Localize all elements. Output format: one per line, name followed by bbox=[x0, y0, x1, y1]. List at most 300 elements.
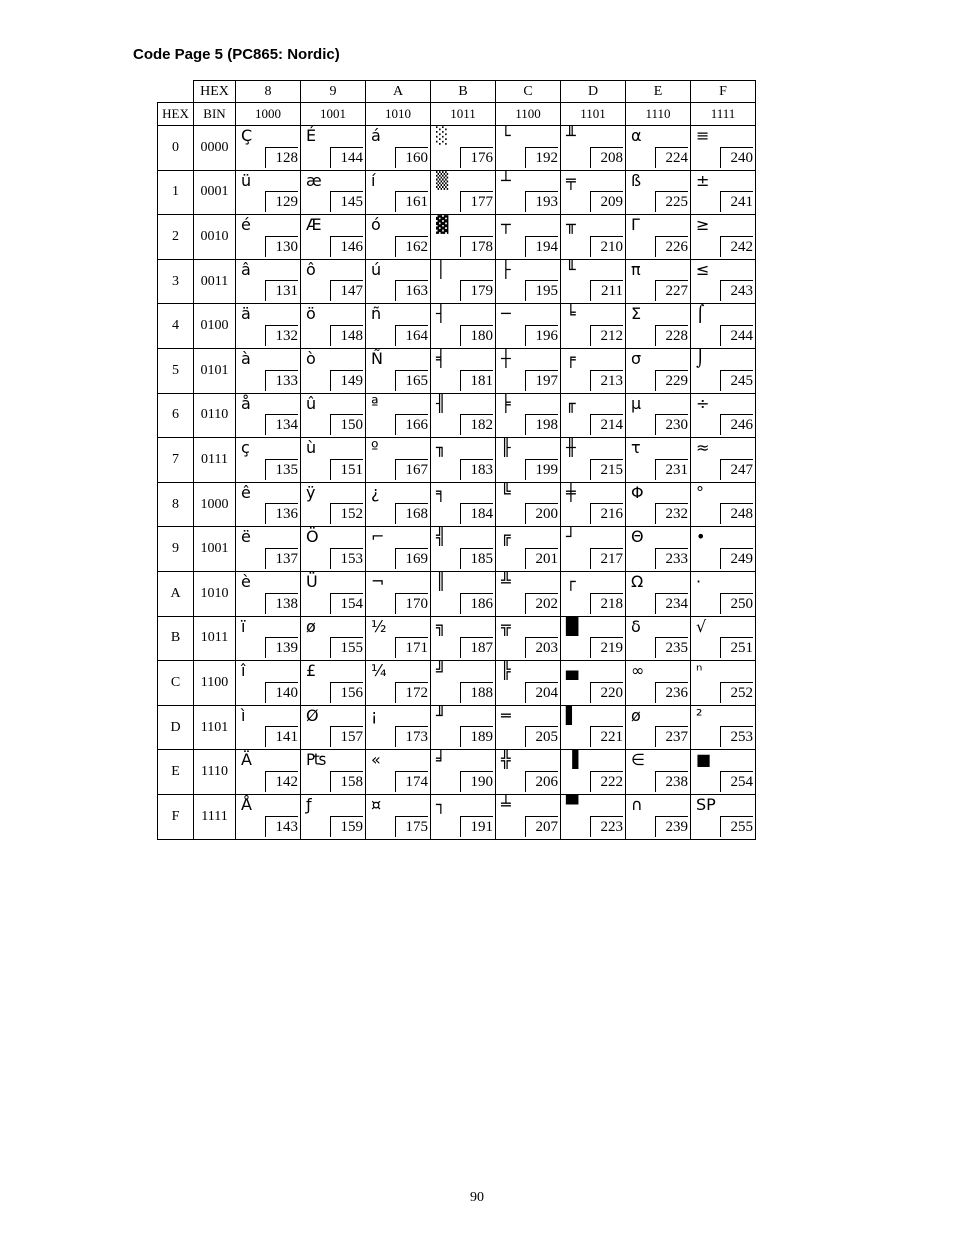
char-glyph: ç bbox=[241, 438, 250, 458]
char-code: 160 bbox=[395, 147, 428, 168]
char-glyph: └ bbox=[501, 126, 511, 145]
column-bin-f: 1111 bbox=[691, 103, 756, 126]
char-glyph: ¡ bbox=[371, 705, 378, 725]
row-bin: 0101 bbox=[194, 348, 236, 393]
char-code: 247 bbox=[720, 459, 753, 480]
table-row bbox=[158, 259, 756, 304]
header-hex-label: HEX bbox=[194, 81, 236, 103]
char-code: 134 bbox=[265, 414, 298, 435]
char-code: 166 bbox=[395, 414, 428, 435]
column-hex-e: E bbox=[626, 81, 691, 103]
char-cell bbox=[431, 126, 496, 171]
char-code: 181 bbox=[460, 370, 493, 391]
char-cell bbox=[626, 705, 691, 750]
char-cell bbox=[236, 215, 301, 260]
char-code: 167 bbox=[395, 459, 428, 480]
row-hex: F bbox=[158, 794, 194, 839]
char-glyph: ╞ bbox=[501, 393, 511, 413]
char-glyph: ⌐ bbox=[371, 527, 385, 547]
char-cell bbox=[366, 527, 431, 572]
char-code: 202 bbox=[525, 593, 558, 614]
char-cell bbox=[366, 126, 431, 171]
char-code: 139 bbox=[265, 637, 298, 658]
char-code: 206 bbox=[525, 771, 558, 792]
char-glyph: Ø bbox=[306, 705, 319, 725]
char-cell bbox=[366, 393, 431, 438]
char-cell bbox=[496, 348, 561, 393]
char-glyph: Æ bbox=[306, 215, 322, 235]
char-cell bbox=[366, 616, 431, 661]
char-glyph: Ö bbox=[306, 527, 319, 547]
char-code: 205 bbox=[525, 726, 558, 747]
char-code: 154 bbox=[330, 593, 363, 614]
char-cell bbox=[561, 571, 626, 616]
char-glyph: ≈ bbox=[696, 438, 710, 458]
char-glyph: ╦ bbox=[501, 616, 511, 636]
char-code: 194 bbox=[525, 236, 558, 257]
char-code: 195 bbox=[525, 280, 558, 301]
char-glyph: æ bbox=[306, 170, 322, 190]
char-glyph: █ bbox=[566, 616, 579, 636]
char-code: 146 bbox=[330, 236, 363, 257]
char-code: 233 bbox=[655, 548, 688, 569]
char-glyph: SP bbox=[696, 794, 716, 814]
char-glyph: Θ bbox=[631, 527, 644, 547]
table-row bbox=[158, 527, 756, 572]
char-glyph: é bbox=[241, 215, 251, 235]
char-cell bbox=[626, 527, 691, 572]
char-code: 158 bbox=[330, 771, 363, 792]
char-cell bbox=[236, 527, 301, 572]
char-cell bbox=[496, 170, 561, 215]
char-cell bbox=[366, 482, 431, 527]
char-cell bbox=[236, 259, 301, 304]
char-glyph: ₧ bbox=[306, 750, 327, 770]
char-cell bbox=[496, 126, 561, 171]
char-code: 152 bbox=[330, 503, 363, 524]
char-cell bbox=[626, 259, 691, 304]
char-code: 230 bbox=[655, 414, 688, 435]
char-glyph: ü bbox=[241, 170, 252, 190]
char-glyph: ò bbox=[306, 348, 316, 368]
char-cell bbox=[626, 348, 691, 393]
char-code: 148 bbox=[330, 325, 363, 346]
char-code: 196 bbox=[525, 325, 558, 346]
char-code: 191 bbox=[460, 816, 493, 837]
char-cell bbox=[626, 393, 691, 438]
char-cell bbox=[626, 482, 691, 527]
char-code: 170 bbox=[395, 593, 428, 614]
char-glyph: ╚ bbox=[501, 482, 511, 502]
char-glyph: ▀ bbox=[566, 794, 579, 814]
char-code: 129 bbox=[265, 191, 298, 212]
char-cell bbox=[431, 438, 496, 483]
char-cell bbox=[691, 527, 756, 572]
char-code: 231 bbox=[655, 459, 688, 480]
char-glyph: ╟ bbox=[501, 438, 511, 458]
char-code: 207 bbox=[525, 816, 558, 837]
table-row bbox=[158, 215, 756, 260]
char-code: 171 bbox=[395, 637, 428, 658]
char-glyph: ╣ bbox=[436, 527, 446, 547]
char-code: 131 bbox=[265, 280, 298, 301]
char-glyph: ╗ bbox=[436, 616, 446, 636]
char-glyph: ñ bbox=[371, 304, 382, 324]
char-code: 153 bbox=[330, 548, 363, 569]
char-cell bbox=[301, 126, 366, 171]
char-glyph: ╘ bbox=[566, 304, 576, 324]
code-page-table bbox=[157, 80, 756, 840]
char-glyph: ¬ bbox=[371, 571, 385, 591]
row-hex-label: HEX bbox=[158, 103, 194, 126]
char-code: 151 bbox=[330, 459, 363, 480]
char-cell bbox=[561, 616, 626, 661]
column-bin-a: 1010 bbox=[366, 103, 431, 126]
column-bin-b: 1011 bbox=[431, 103, 496, 126]
char-glyph: ╢ bbox=[436, 393, 446, 413]
char-code: 225 bbox=[655, 191, 688, 212]
table-row bbox=[158, 750, 756, 795]
column-hex-a: A bbox=[366, 81, 431, 103]
column-hex-f: F bbox=[691, 81, 756, 103]
char-code: 245 bbox=[720, 370, 753, 391]
char-glyph: Ñ bbox=[371, 348, 383, 368]
char-cell bbox=[236, 794, 301, 839]
char-cell bbox=[301, 348, 366, 393]
char-glyph: ∩ bbox=[631, 794, 643, 814]
char-glyph: ╛ bbox=[436, 750, 446, 770]
char-code: 248 bbox=[720, 503, 753, 524]
char-cell bbox=[366, 259, 431, 304]
char-code: 143 bbox=[265, 816, 298, 837]
char-code: 212 bbox=[590, 325, 623, 346]
char-code: 176 bbox=[460, 147, 493, 168]
char-glyph: ó bbox=[371, 215, 381, 235]
char-code: 149 bbox=[330, 370, 363, 391]
char-code: 135 bbox=[265, 459, 298, 480]
char-glyph: ╪ bbox=[566, 482, 576, 502]
char-cell bbox=[236, 304, 301, 349]
char-glyph: ¤ bbox=[371, 794, 382, 814]
char-glyph: í bbox=[371, 170, 376, 190]
char-code: 141 bbox=[265, 726, 298, 747]
char-cell bbox=[496, 571, 561, 616]
char-code: 159 bbox=[330, 816, 363, 837]
row-bin: 0011 bbox=[194, 259, 236, 304]
row-bin: 1110 bbox=[194, 750, 236, 795]
page-number: 90 bbox=[470, 1190, 484, 1205]
column-hex-9: 9 bbox=[301, 81, 366, 103]
char-glyph: ╧ bbox=[501, 794, 511, 814]
char-glyph: Ω bbox=[631, 571, 644, 591]
char-cell bbox=[496, 527, 561, 572]
char-code: 130 bbox=[265, 236, 298, 257]
char-cell bbox=[366, 438, 431, 483]
char-code: 253 bbox=[720, 726, 753, 747]
char-code: 179 bbox=[460, 280, 493, 301]
char-glyph: ½ bbox=[371, 616, 387, 636]
column-bin-c: 1100 bbox=[496, 103, 561, 126]
char-glyph: µ bbox=[631, 393, 642, 413]
char-glyph: ê bbox=[241, 482, 251, 502]
table-row bbox=[158, 438, 756, 483]
char-glyph: ┘ bbox=[566, 527, 576, 547]
table-row bbox=[158, 482, 756, 527]
char-cell bbox=[366, 705, 431, 750]
char-cell bbox=[236, 616, 301, 661]
char-cell bbox=[561, 750, 626, 795]
char-cell bbox=[691, 482, 756, 527]
row-hex: 0 bbox=[158, 126, 194, 171]
column-hex-8: 8 bbox=[236, 81, 301, 103]
char-glyph: σ bbox=[631, 348, 642, 368]
char-glyph: Ä bbox=[241, 750, 252, 770]
char-code: 254 bbox=[720, 771, 753, 792]
char-glyph: ╝ bbox=[436, 661, 446, 681]
char-glyph: ╔ bbox=[501, 527, 511, 547]
table-row bbox=[158, 170, 756, 215]
column-bin-d: 1101 bbox=[561, 103, 626, 126]
char-code: 161 bbox=[395, 191, 428, 212]
char-glyph: Ç bbox=[241, 126, 253, 145]
column-hex-b: B bbox=[431, 81, 496, 103]
char-glyph: · bbox=[696, 571, 702, 591]
char-cell bbox=[691, 348, 756, 393]
char-cell bbox=[236, 661, 301, 706]
char-code: 169 bbox=[395, 548, 428, 569]
char-cell bbox=[561, 527, 626, 572]
row-hex: 3 bbox=[158, 259, 194, 304]
char-code: 198 bbox=[525, 414, 558, 435]
char-cell bbox=[496, 438, 561, 483]
header-corner bbox=[158, 81, 194, 103]
char-code: 133 bbox=[265, 370, 298, 391]
char-cell bbox=[561, 126, 626, 171]
header-bin-label: BIN bbox=[194, 103, 236, 126]
char-code: 255 bbox=[720, 816, 753, 837]
char-cell bbox=[236, 438, 301, 483]
row-bin: 0110 bbox=[194, 393, 236, 438]
char-code: 214 bbox=[590, 414, 623, 435]
char-glyph: ≤ bbox=[696, 259, 710, 279]
row-hex: B bbox=[158, 616, 194, 661]
char-cell bbox=[561, 705, 626, 750]
char-cell bbox=[366, 794, 431, 839]
row-hex: 4 bbox=[158, 304, 194, 349]
char-glyph: ╠ bbox=[501, 661, 511, 681]
char-cell bbox=[626, 750, 691, 795]
char-code: 168 bbox=[395, 503, 428, 524]
char-glyph: Å bbox=[241, 794, 252, 814]
row-bin: 1010 bbox=[194, 571, 236, 616]
row-hex: E bbox=[158, 750, 194, 795]
char-glyph: ╨ bbox=[566, 126, 576, 145]
row-bin: 0001 bbox=[194, 170, 236, 215]
char-glyph: « bbox=[371, 750, 381, 770]
char-glyph: ┌ bbox=[566, 571, 576, 591]
char-glyph: ├ bbox=[501, 259, 511, 279]
char-cell bbox=[626, 616, 691, 661]
char-glyph: ≥ bbox=[696, 215, 710, 235]
char-code: 199 bbox=[525, 459, 558, 480]
char-glyph: ÷ bbox=[696, 393, 710, 413]
row-bin: 0000 bbox=[194, 126, 236, 171]
char-code: 140 bbox=[265, 682, 298, 703]
char-glyph: ∞ bbox=[631, 661, 645, 681]
char-code: 193 bbox=[525, 191, 558, 212]
table-row bbox=[158, 661, 756, 706]
char-code: 219 bbox=[590, 637, 623, 658]
char-cell bbox=[366, 571, 431, 616]
column-bin-8: 1000 bbox=[236, 103, 301, 126]
char-code: 217 bbox=[590, 548, 623, 569]
char-code: 228 bbox=[655, 325, 688, 346]
char-glyph: £ bbox=[306, 661, 317, 681]
char-code: 240 bbox=[720, 147, 753, 168]
char-glyph: ▒ bbox=[436, 170, 449, 190]
char-code: 136 bbox=[265, 503, 298, 524]
char-cell bbox=[301, 438, 366, 483]
char-code: 172 bbox=[395, 682, 428, 703]
char-glyph: ┼ bbox=[501, 348, 511, 368]
char-glyph: ö bbox=[306, 304, 316, 324]
char-glyph: ┬ bbox=[501, 215, 511, 235]
char-code: 209 bbox=[590, 191, 623, 212]
char-code: 132 bbox=[265, 325, 298, 346]
char-code: 211 bbox=[590, 280, 623, 301]
char-cell bbox=[496, 304, 561, 349]
char-glyph: ▓ bbox=[436, 215, 449, 235]
char-cell bbox=[236, 348, 301, 393]
header-row-bin bbox=[158, 103, 756, 126]
char-cell bbox=[431, 482, 496, 527]
char-glyph: ■ bbox=[696, 750, 712, 770]
table-row bbox=[158, 571, 756, 616]
table-row bbox=[158, 794, 756, 839]
char-cell bbox=[561, 393, 626, 438]
char-cell bbox=[496, 750, 561, 795]
char-cell bbox=[496, 215, 561, 260]
char-cell bbox=[626, 661, 691, 706]
char-code: 249 bbox=[720, 548, 753, 569]
char-glyph: ╩ bbox=[501, 571, 511, 591]
char-cell bbox=[626, 438, 691, 483]
page-title: Code Page 5 (PC865: Nordic) bbox=[133, 46, 340, 63]
char-glyph: ╫ bbox=[566, 438, 576, 458]
char-cell bbox=[366, 348, 431, 393]
char-code: 177 bbox=[460, 191, 493, 212]
char-code: 187 bbox=[460, 637, 493, 658]
char-cell bbox=[561, 482, 626, 527]
char-cell bbox=[626, 170, 691, 215]
table-row bbox=[158, 616, 756, 661]
char-glyph: à bbox=[241, 348, 251, 368]
char-cell bbox=[301, 304, 366, 349]
char-cell bbox=[691, 393, 756, 438]
char-code: 215 bbox=[590, 459, 623, 480]
char-glyph: ÿ bbox=[306, 482, 316, 502]
char-cell bbox=[691, 259, 756, 304]
char-cell bbox=[431, 348, 496, 393]
char-cell bbox=[691, 438, 756, 483]
char-glyph: ä bbox=[241, 304, 251, 324]
char-cell bbox=[431, 571, 496, 616]
char-cell bbox=[431, 616, 496, 661]
char-cell bbox=[366, 750, 431, 795]
char-code: 251 bbox=[720, 637, 753, 658]
char-code: 137 bbox=[265, 548, 298, 569]
char-cell bbox=[496, 393, 561, 438]
char-code: 173 bbox=[395, 726, 428, 747]
char-code: 150 bbox=[330, 414, 363, 435]
char-cell bbox=[301, 259, 366, 304]
char-glyph: • bbox=[696, 527, 706, 547]
char-cell bbox=[691, 750, 756, 795]
char-code: 165 bbox=[395, 370, 428, 391]
char-glyph: ░ bbox=[436, 126, 449, 145]
char-glyph: ─ bbox=[501, 304, 511, 324]
char-glyph: α bbox=[631, 126, 642, 145]
char-cell bbox=[236, 750, 301, 795]
table-row bbox=[158, 393, 756, 438]
row-bin: 0010 bbox=[194, 215, 236, 260]
char-code: 162 bbox=[395, 236, 428, 257]
char-code: 210 bbox=[590, 236, 623, 257]
row-hex: 6 bbox=[158, 393, 194, 438]
char-glyph: ² bbox=[696, 705, 703, 725]
row-hex: 9 bbox=[158, 527, 194, 572]
char-cell bbox=[236, 393, 301, 438]
char-glyph: ª bbox=[371, 393, 379, 413]
char-glyph: á bbox=[371, 126, 381, 145]
char-cell bbox=[496, 661, 561, 706]
char-cell bbox=[691, 661, 756, 706]
char-glyph: å bbox=[241, 393, 251, 413]
char-glyph: Γ bbox=[631, 215, 640, 235]
table-row bbox=[158, 126, 756, 171]
char-glyph: ┤ bbox=[436, 304, 446, 324]
char-cell bbox=[431, 215, 496, 260]
char-glyph: Φ bbox=[631, 482, 644, 502]
char-glyph: Ü bbox=[306, 571, 318, 591]
char-cell bbox=[626, 126, 691, 171]
char-code: 229 bbox=[655, 370, 688, 391]
char-code: 186 bbox=[460, 593, 493, 614]
char-cell bbox=[236, 482, 301, 527]
char-cell bbox=[691, 616, 756, 661]
header-row-hex bbox=[158, 81, 756, 103]
char-cell bbox=[431, 304, 496, 349]
char-cell bbox=[691, 571, 756, 616]
char-cell bbox=[626, 304, 691, 349]
char-glyph: î bbox=[241, 661, 246, 681]
char-code: 157 bbox=[330, 726, 363, 747]
char-glyph: ╜ bbox=[436, 705, 446, 725]
char-cell bbox=[431, 527, 496, 572]
char-cell bbox=[366, 170, 431, 215]
char-cell bbox=[496, 616, 561, 661]
char-code: 252 bbox=[720, 682, 753, 703]
char-glyph: ╒ bbox=[566, 348, 576, 368]
char-cell bbox=[301, 527, 366, 572]
char-code: 184 bbox=[460, 503, 493, 524]
char-cell bbox=[496, 705, 561, 750]
char-code: 142 bbox=[265, 771, 298, 792]
row-hex: C bbox=[158, 661, 194, 706]
char-cell bbox=[301, 215, 366, 260]
char-glyph: ï bbox=[241, 616, 246, 636]
char-cell bbox=[691, 794, 756, 839]
